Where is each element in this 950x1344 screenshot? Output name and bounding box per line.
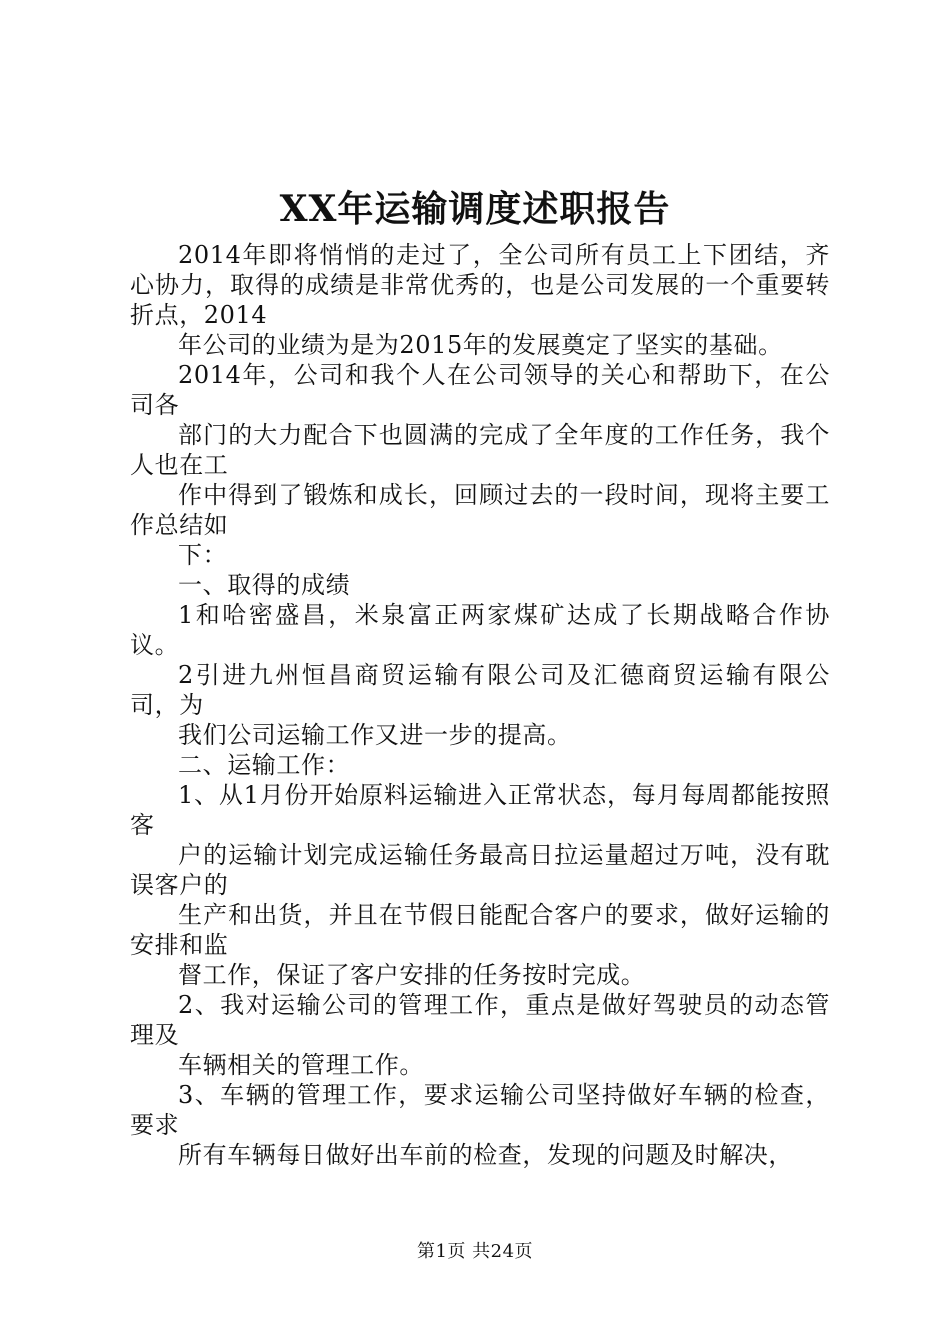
document-title: XX年运输调度述职报告 [279,188,671,230]
paragraph: 督工作，保证了客户安排的任务按时完成。 [178,961,646,989]
paragraph: 我们公司运输工作又进一步的提高。 [178,721,572,749]
paragraph: 年公司的业绩为是为2015年的发展奠定了坚实的基础。 [178,331,783,359]
paragraph: 下： [178,541,228,569]
paragraph: 1、从1月份开始原料运输进入正常状态，每月每周都能按照客 [130,781,830,839]
paragraph: 生产和出货，并且在节假日能配合客户的要求，做好运输的安排和监 [130,901,830,959]
paragraph: 1和哈密盛昌，米泉富正两家煤矿达成了长期战略合作协议。 [130,601,830,659]
page-footer: 第1页 共24页 [416,1241,534,1262]
paragraph: 所有车辆每日做好出车前的检查，发现的问题及时解决， [178,1141,793,1169]
paragraph: 3、车辆的管理工作，要求运输公司坚持做好车辆的检查，要求 [130,1081,830,1139]
paragraph: 车辆相关的管理工作。 [178,1051,424,1079]
paragraph: 2014年即将悄悄的走过了，全公司所有员工上下团结，齐心协力，取得的成绩是非常优秀的，也是公司发展的一个重要转折点，2014 [130,241,830,329]
paragraph: 2、我对运输公司的管理工作，重点是做好驾驶员的动态管理及 [130,991,830,1049]
document-body [130,240,830,1170]
paragraph: 部门的大力配合下也圆满的完成了全年度的工作任务，我个人也在工 [130,421,830,479]
section-heading: 二、运输工作： [178,751,351,779]
paragraph: 作中得到了锻炼和成长，回顾过去的一段时间，现将主要工作总结如 [130,481,830,539]
paragraph: 2014年，公司和我个人在公司领导的关心和帮助下，在公司各 [130,361,830,419]
section-heading: 一、取得的成绩 [178,571,351,599]
paragraph: 户的运输计划完成运输任务最高日拉运量超过万吨，没有耽误客户的 [130,841,830,899]
paragraph: 2引进九州恒昌商贸运输有限公司及汇德商贸运输有限公司，为 [130,661,830,719]
